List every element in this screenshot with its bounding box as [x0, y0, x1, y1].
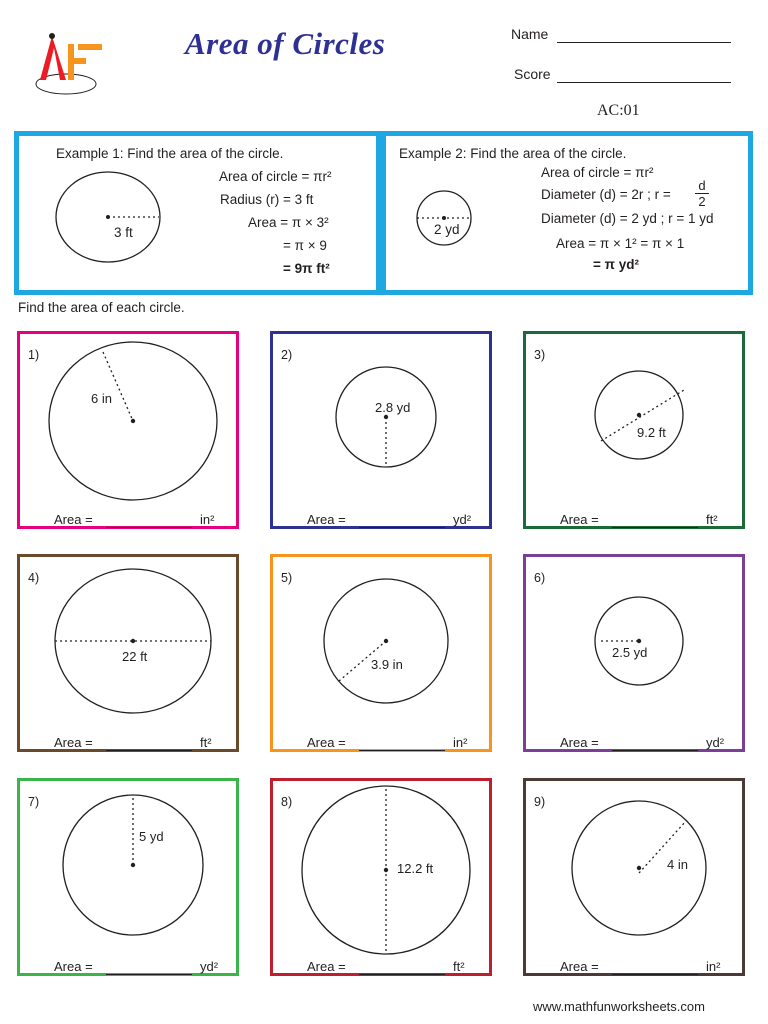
example-1-answer: = 9π ft² — [283, 261, 330, 276]
problem-7-box — [17, 778, 239, 976]
example-2-line-4: Area = π × 1² = π × 1 — [556, 236, 685, 251]
center-point — [637, 413, 641, 417]
center-point — [384, 639, 388, 643]
example-2-line-2: Diameter (d) = 2r ; r = — [541, 187, 671, 202]
measure-label: 2.8 yd — [375, 400, 411, 415]
area-label: Area = — [307, 959, 346, 974]
measure-label: 12.2 ft — [397, 861, 434, 876]
area-label: Area = — [54, 512, 93, 527]
area-label: Area = — [307, 512, 346, 527]
problem-5-circle-diagram — [273, 557, 489, 749]
problem-number: 6) — [534, 571, 546, 585]
area-unit: ft² — [453, 959, 465, 974]
problem-6-box — [523, 554, 745, 752]
footer-url: www.mathfunworksheets.com — [533, 999, 705, 1014]
example-1-radius-label: 3 ft — [114, 225, 133, 240]
measure-label: 3.9 in — [371, 657, 403, 672]
name-label: Name — [511, 26, 549, 42]
score-label: Score — [514, 66, 551, 82]
measure-label: 9.2 ft — [637, 425, 666, 440]
problem-number: 4) — [28, 571, 40, 585]
worksheet-code: AC:01 — [597, 102, 640, 119]
example-2-box — [381, 131, 753, 295]
example-1-heading: Example 1: Find the area of the circle. — [56, 146, 284, 161]
measure-line — [103, 352, 133, 421]
problem-number: 2) — [281, 348, 293, 362]
problem-8-box — [270, 778, 492, 976]
example-1-line-1: Area of circle = πr² — [219, 169, 332, 184]
example-2-diameter-label: 2 yd — [434, 222, 460, 237]
area-unit: yd² — [706, 735, 725, 750]
example-2-fraction — [695, 178, 709, 209]
problem-1-circle-diagram — [20, 334, 236, 526]
problem-3-circle-diagram — [526, 334, 742, 526]
center-point — [131, 639, 135, 643]
area-unit: yd² — [200, 959, 219, 974]
page-title: Area of Circles — [185, 26, 386, 61]
center-point — [637, 639, 641, 643]
problem-9-box — [523, 778, 745, 976]
area-label: Area = — [560, 735, 599, 750]
instructions: Find the area of each circle. — [18, 300, 185, 315]
answer-blank[interactable] — [106, 750, 192, 751]
area-label: Area = — [54, 959, 93, 974]
answer-blank[interactable] — [106, 974, 192, 975]
example-2-heading: Example 2: Find the area of the circle. — [399, 146, 627, 161]
example-1-line-2: Radius (r) = 3 ft — [220, 192, 314, 207]
problem-number: 8) — [281, 795, 293, 809]
answer-blank[interactable] — [612, 974, 698, 975]
answer-blank[interactable] — [359, 750, 445, 751]
problem-5-box — [270, 554, 492, 752]
area-label: Area = — [307, 735, 346, 750]
area-unit: in² — [200, 512, 215, 527]
answer-blank[interactable] — [612, 527, 698, 528]
score-field[interactable] — [557, 82, 731, 83]
problem-4-box — [17, 554, 239, 752]
problem-1-box — [17, 331, 239, 529]
area-label: Area = — [560, 512, 599, 527]
problem-number: 7) — [28, 795, 40, 809]
problem-2-box — [270, 331, 492, 529]
problem-2-circle-diagram — [273, 334, 489, 526]
problem-9-circle-diagram — [526, 781, 742, 973]
area-unit: in² — [453, 735, 468, 750]
measure-label: 5 yd — [139, 829, 164, 844]
example-1-box — [14, 131, 381, 295]
answer-blank[interactable] — [106, 527, 192, 528]
example-2-line-1: Area of circle = πr² — [541, 165, 654, 180]
problem-3-box — [523, 331, 745, 529]
problem-8-circle-diagram — [273, 781, 489, 973]
example-2-line-3: Diameter (d) = 2 yd ; r = 1 yd — [541, 211, 714, 226]
fraction-denominator: 2 — [698, 194, 706, 209]
name-field[interactable] — [557, 42, 731, 43]
answer-blank[interactable] — [359, 527, 445, 528]
problem-number: 9) — [534, 795, 546, 809]
area-unit: yd² — [453, 512, 472, 527]
center-point — [384, 415, 388, 419]
area-label: Area = — [54, 735, 93, 750]
measure-label: 2.5 yd — [612, 645, 648, 660]
problem-number: 1) — [28, 348, 40, 362]
center-point — [384, 868, 388, 872]
example-1-line-3: Area = π × 3² — [248, 215, 329, 230]
problem-number: 3) — [534, 348, 546, 362]
measure-label: 6 in — [91, 391, 112, 406]
problem-number: 5) — [281, 571, 293, 585]
measure-label: 22 ft — [122, 649, 148, 664]
answer-blank[interactable] — [359, 974, 445, 975]
compass-logo-icon — [30, 28, 110, 100]
center-point — [637, 866, 641, 870]
area-unit: ft² — [200, 735, 212, 750]
logo — [30, 28, 110, 100]
answer-blank[interactable] — [612, 750, 698, 751]
area-label: Area = — [560, 959, 599, 974]
center-point — [131, 863, 135, 867]
example-2-answer: = π yd² — [593, 257, 639, 272]
center-point — [131, 419, 135, 423]
area-unit: ft² — [706, 512, 718, 527]
example-1-line-4: = π × 9 — [283, 238, 327, 253]
fraction-numerator: d — [695, 178, 709, 194]
problem-7-circle-diagram — [20, 781, 236, 973]
area-unit: in² — [706, 959, 721, 974]
measure-label: 4 in — [667, 857, 688, 872]
